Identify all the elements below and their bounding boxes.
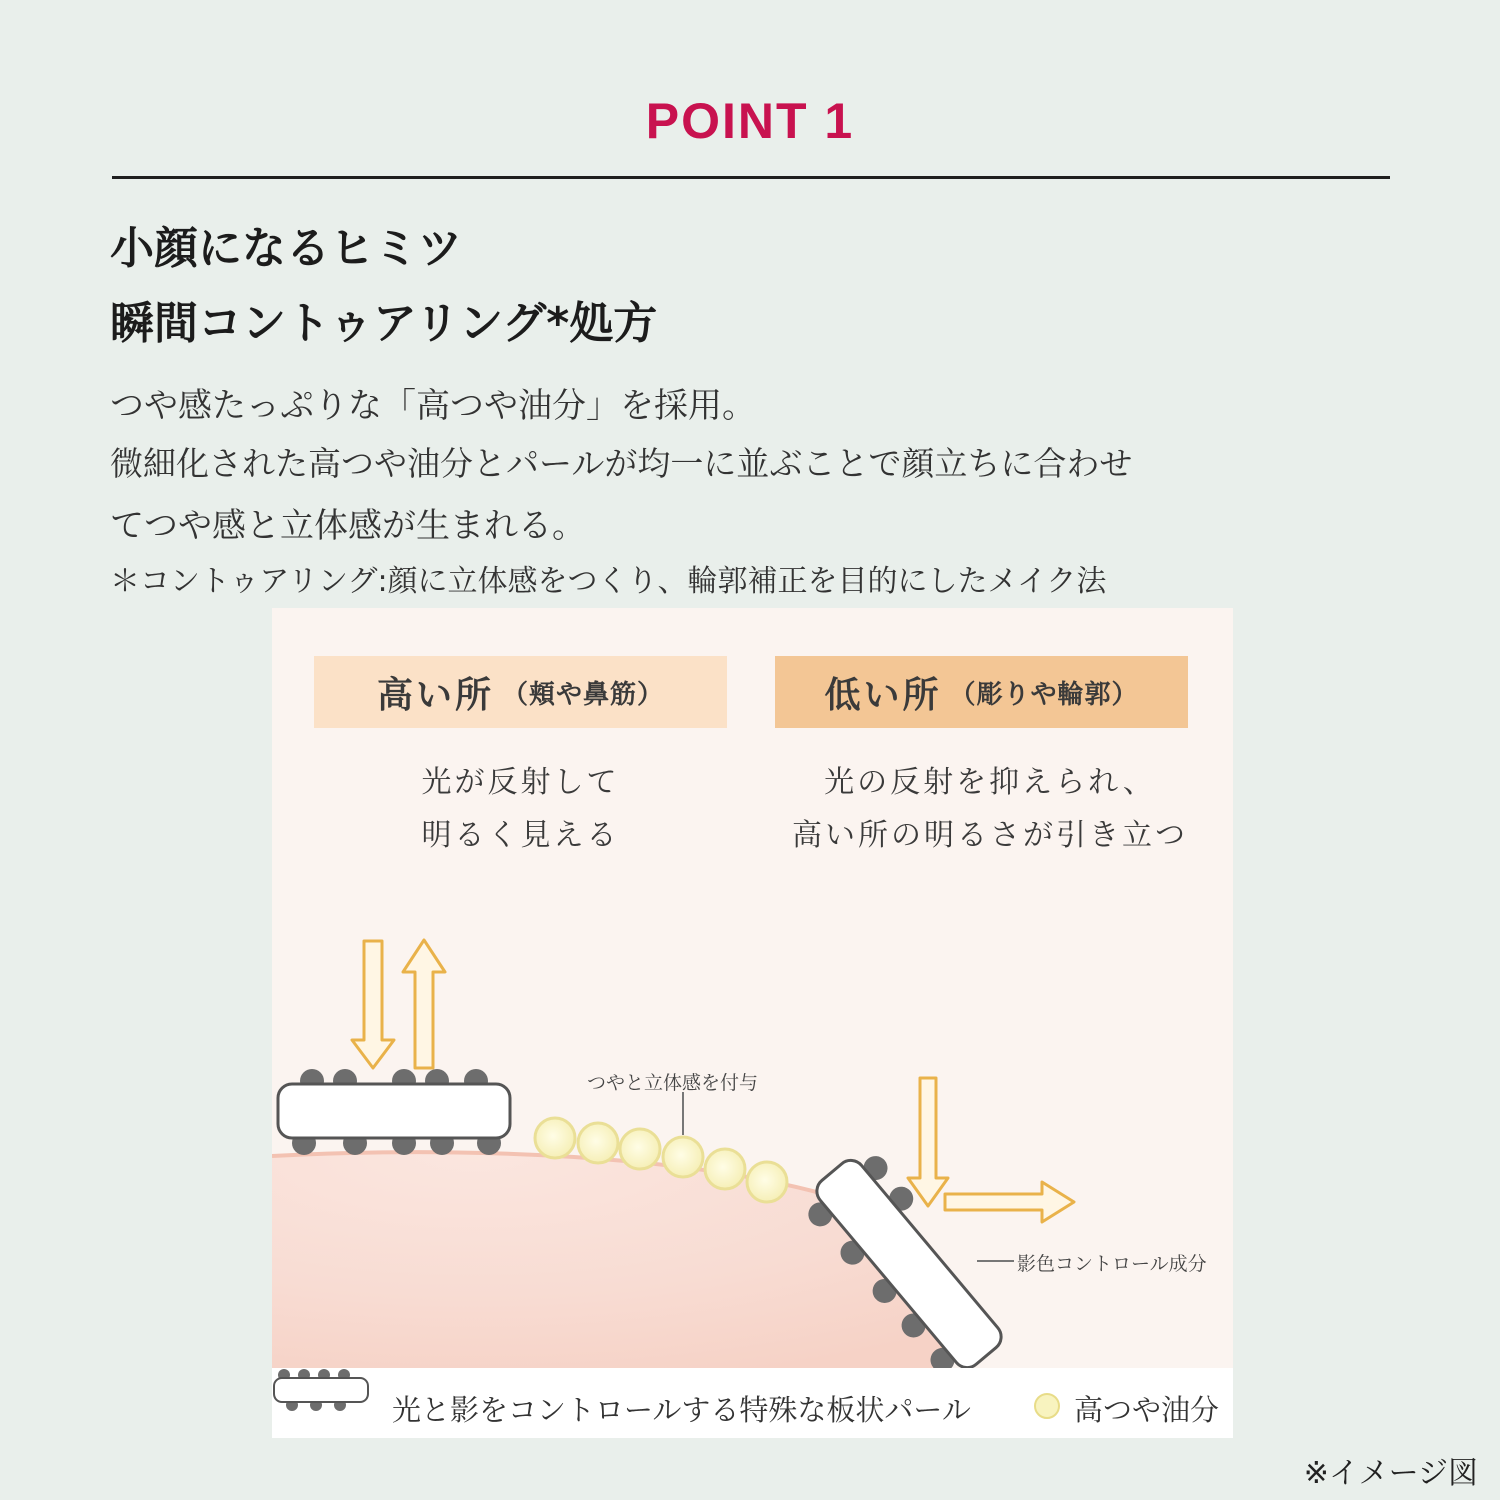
point-title: POINT 1 [645,93,855,149]
plate-pearl-high [278,1069,510,1155]
gloss-callout: つやと立体感を付与 [587,1072,759,1094]
body-line-3: てつや感と立体感が生まれる。 [110,506,586,546]
high-place-title: 高い所 [376,674,494,716]
high-place-label [314,656,727,728]
illustration [272,608,1233,1438]
low-desc-line-1: 光の反射を抑えられ、 [824,765,1156,800]
shadow-callout: 影色コントロール成分 [1017,1253,1207,1275]
high-place-sub: （頬や鼻筋） [502,679,665,710]
heading-line-2: 瞬間コントゥアリング*処方 [110,298,658,349]
divider [112,176,1390,179]
low-place-description [775,756,1205,862]
high-desc-line-1: 光が反射して [421,765,620,800]
high-place-description [314,756,727,862]
body-line-2: 微細化された高つや油分とパールが均一に並ぶことで顔立ちに合わせ [110,444,1133,483]
legend-plate-label: 光と影をコントロールする特殊な板状パール [392,1393,971,1427]
legend-oil-label: 高つや油分 [1074,1393,1220,1427]
low-place-sub: （彫りや輪郭） [949,679,1139,710]
oil-legend-icon [1034,1393,1060,1419]
high-desc-line-2: 明るく見える [421,818,620,853]
legend [272,1368,1233,1438]
low-place-label [775,656,1188,728]
plate-pearl-legend-icon [272,1368,376,1412]
low-place-title: 低い所 [824,674,942,716]
heading-line-1: 小顔になるヒミツ [110,223,462,274]
arrows-low [908,1078,1074,1222]
body-line-1: つや感たっぷりな「高つや油分」を採用。 [110,386,756,426]
footnote: ＊コントゥアリング:顔に立体感をつくり、輪郭補正を目的にしたメイク法 [110,564,1107,599]
arrows-high [352,940,445,1068]
image-note: ※イメージ図 [1303,1456,1478,1491]
low-desc-line-2: 高い所の明るさが引き立つ [792,818,1188,853]
